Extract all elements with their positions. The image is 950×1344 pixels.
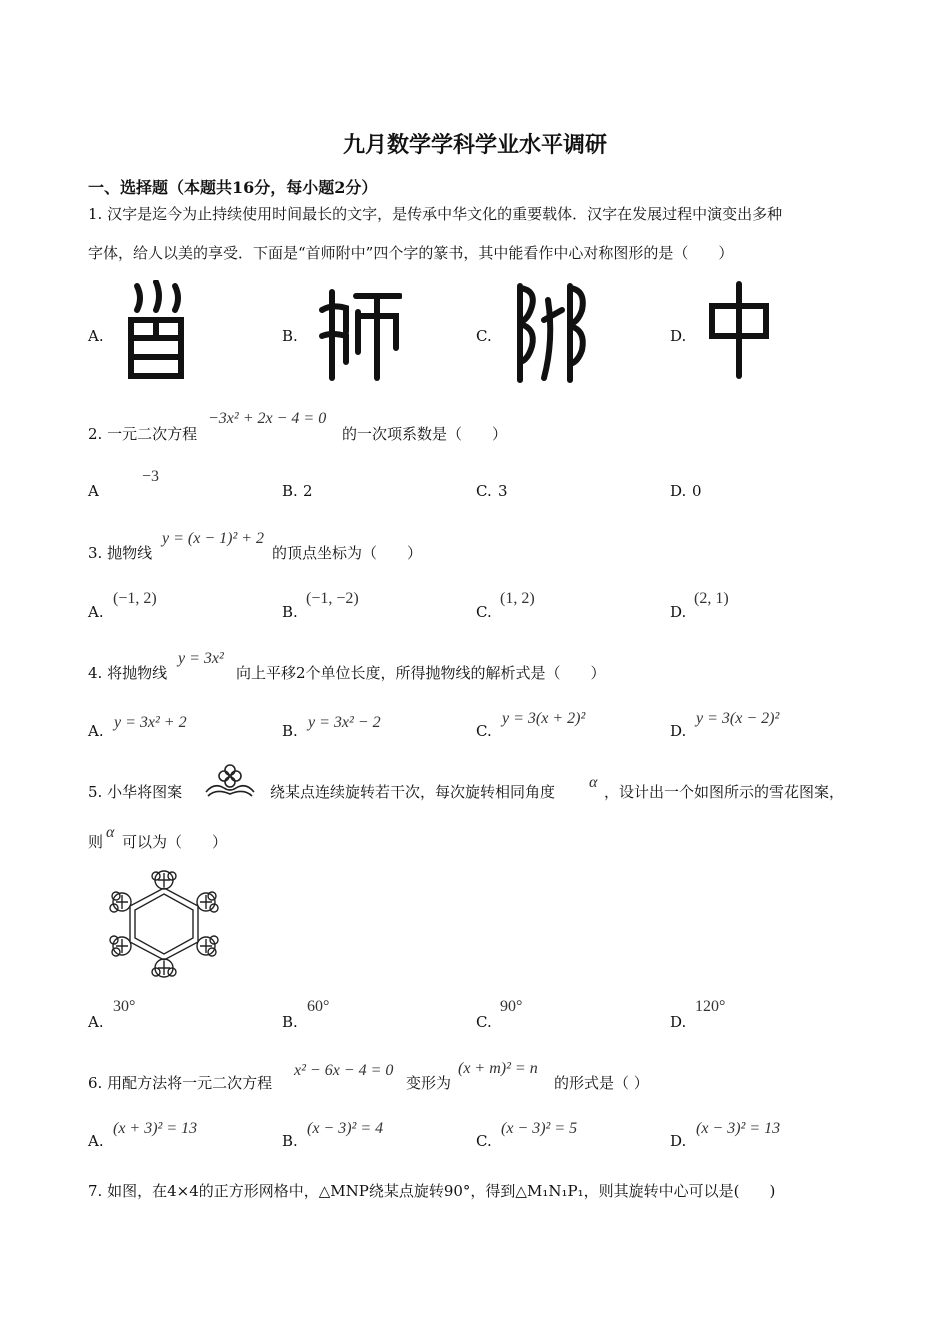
q3-option-b-label: B. [282, 603, 298, 621]
q4-option-c-label: C. [476, 722, 492, 740]
question-4-equation: y = 3x² [178, 650, 224, 667]
q5-option-b-value: 60° [307, 998, 330, 1015]
question-6-middle: 变形为 [406, 1074, 452, 1092]
q2-option-c-value: 3 [498, 482, 508, 500]
question-4-prefix: 4. 将抛物线 [88, 664, 168, 682]
seal-glyph-shou-icon [125, 280, 187, 382]
q5-option-a-label: A. [88, 1013, 104, 1031]
question-1-line-1: 1. 汉字是迄今为止持续使用时间最长的文字，是传承中华文化的重要载体．汉字在发展过程中演变出多种 [88, 205, 783, 223]
q2-option-b-label: B. [282, 482, 298, 500]
question-5-suffix: ，设计出一个如图所示的雪花图案， [604, 783, 845, 801]
q1-option-a-label: A. [88, 327, 104, 345]
q2-option-a-value: −3 [142, 468, 160, 485]
q6-option-d-value: (x − 3)² = 13 [696, 1120, 781, 1137]
q6-option-c-label: C. [476, 1132, 492, 1150]
q2-option-b-value: 2 [303, 482, 313, 500]
q5-option-d-value: 120° [695, 998, 726, 1015]
q5-option-a-value: 30° [113, 998, 136, 1015]
q1-option-c-label: C. [476, 327, 492, 345]
q2-option-d-value: 0 [692, 482, 702, 500]
q3-option-a-value: (−1, 2) [113, 590, 157, 607]
q5-option-c-label: C. [476, 1013, 492, 1031]
question-3-suffix: 的顶点坐标为（ ） [272, 544, 423, 562]
seal-glyph-shi-icon [318, 286, 402, 382]
q6-option-a-label: A. [88, 1132, 104, 1150]
q3-option-d-label: D. [670, 603, 687, 621]
question-6-suffix: 的形式是（ ） [554, 1074, 649, 1092]
q1-option-b-label: B. [282, 327, 298, 345]
q4-option-b-value: y = 3x² − 2 [308, 714, 381, 731]
q3-option-b-value: (−1, −2) [306, 590, 359, 607]
q3-option-d-value: (2, 1) [694, 590, 729, 607]
q4-option-b-label: B. [282, 722, 298, 740]
q6-option-b-value: (x − 3)² = 4 [307, 1120, 384, 1137]
snowflake-figure [98, 866, 230, 980]
question-5-middle: 绕某点连续旋转若干次，每次旋转相同角度 [270, 783, 556, 801]
knot-pattern-icon [204, 762, 256, 802]
question-7-text: 7. 如图，在4×4的正方形网格中，△MNP绕某点旋转90°，得到△M₁N₁P₁，则其旋转中心可以是( ) [88, 1182, 776, 1200]
q5-option-c-value: 90° [500, 998, 523, 1015]
q3-option-a-label: A. [88, 603, 104, 621]
q2-option-c-label: C. [476, 482, 492, 500]
q1-option-d-label: D. [670, 327, 687, 345]
q3-option-c-value: (1, 2) [500, 590, 535, 607]
q6-option-d-label: D. [670, 1132, 687, 1150]
section-heading: 一、选择题（本题共16分，每小题2分） [88, 178, 378, 197]
q6-option-b-label: B. [282, 1132, 298, 1150]
question-5-alpha: α [589, 774, 598, 791]
q5-option-b-label: B. [282, 1013, 298, 1031]
question-2-suffix: 的一次项系数是（ ） [342, 425, 508, 443]
question-6-equation: x² − 6x − 4 = 0 [294, 1062, 394, 1079]
question-2-equation: −3x² + 2x − 4 = 0 [208, 410, 327, 427]
question-6-form: (x + m)² = n [458, 1060, 538, 1077]
seal-glyph-zhong-icon [706, 280, 772, 380]
q4-option-d-label: D. [670, 722, 687, 740]
seal-glyph-fu-icon [514, 280, 590, 384]
question-5-line-2-prefix: 则 [88, 833, 104, 851]
question-5-alpha-2: α [106, 824, 115, 841]
question-3-prefix: 3. 抛物线 [88, 544, 153, 562]
question-4-suffix: 向上平移2个单位长度，所得抛物线的解析式是（ ） [236, 664, 606, 682]
question-1-line-2: 字体，给人以美的享受．下面是“首师附中”四个字的篆书，其中能看作中心对称图形的是（ ） [88, 244, 734, 262]
q3-option-c-label: C. [476, 603, 492, 621]
question-3-equation: y = (x − 1)² + 2 [162, 530, 265, 547]
q2-option-a-label: A [88, 482, 99, 500]
q6-option-c-value: (x − 3)² = 5 [501, 1120, 578, 1137]
q2-option-d-label: D. [670, 482, 687, 500]
page-title: 九月数学学科学业水平调研 [342, 132, 607, 158]
question-5-prefix: 5. 小华将图案 [88, 783, 183, 801]
question-2-prefix: 2. 一元二次方程 [88, 425, 198, 443]
q4-option-a-label: A. [88, 722, 104, 740]
q5-option-d-label: D. [670, 1013, 687, 1031]
q6-option-a-value: (x + 3)² = 13 [113, 1120, 198, 1137]
question-5-line-2-suffix: 可以为（ ） [122, 833, 228, 851]
q4-option-c-value: y = 3(x + 2)² [502, 710, 586, 727]
q4-option-d-value: y = 3(x − 2)² [696, 710, 780, 727]
question-6-prefix: 6. 用配方法将一元二次方程 [88, 1074, 273, 1092]
q4-option-a-value: y = 3x² + 2 [114, 714, 187, 731]
